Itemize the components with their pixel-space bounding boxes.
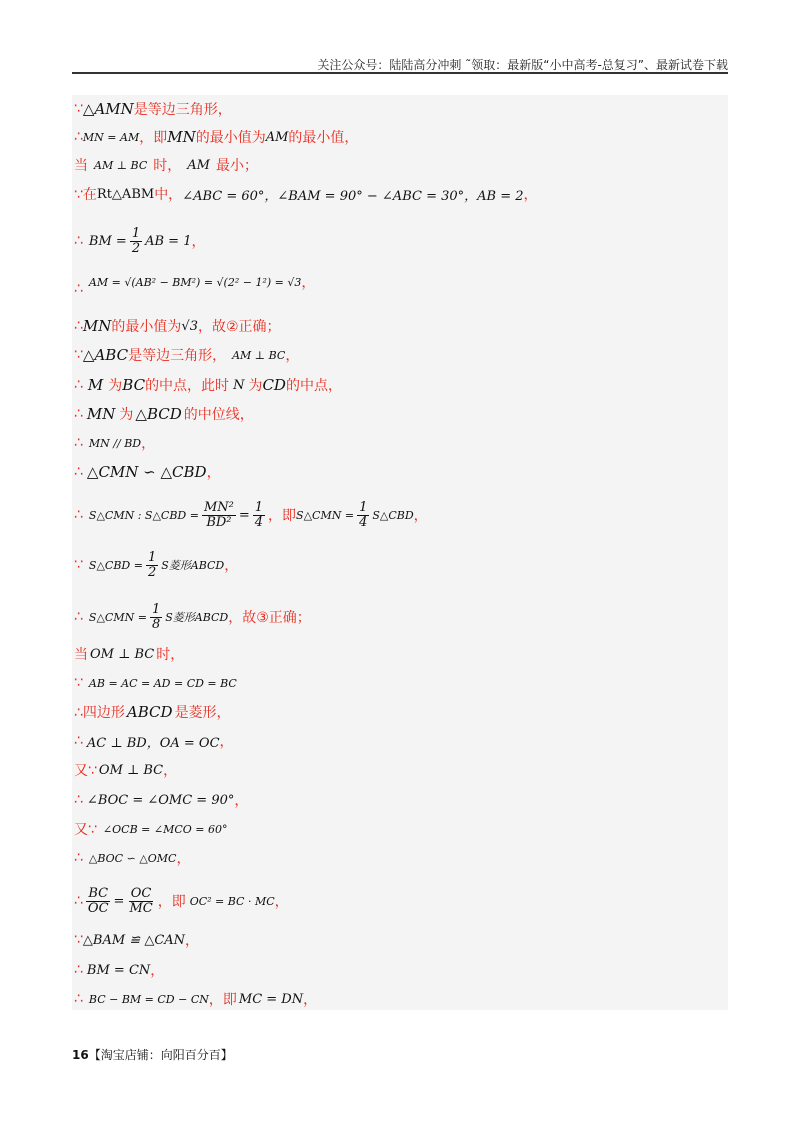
fraction: $\frac{\text{MN²}}{\text{BD²}}$ (203, 499, 234, 530)
solution-line: 又∵ ∠OCB = ∠MCO = 60° (74, 822, 228, 838)
solution-line: ∴ MN = AM ，即 MN 的最小值为 AM 的最小值， (74, 128, 359, 146)
solution-line: ∴ BC − BM = CD − CN ，即 MC = DN ， (74, 991, 318, 1008)
solution-line: ∴ M 为 BC 的中点，此时 N 为 CD 的中点， (74, 376, 342, 394)
page-header: 关注公众号：陆陆高分冲刺 ˜领取：最新版“小中高考-总复习”、最新试卷下载 (317, 58, 728, 72)
solution-line: 又∵ OM ⊥ BC ， (74, 762, 178, 779)
solution-line: ∴四边形 ABCD 是菱形， (74, 703, 231, 721)
page-number: 16 (72, 1048, 89, 1062)
solution-line: ∴ MN 为 △BCD 的中位线， (74, 405, 254, 423)
solution-line: 当 AM ⊥ BC 时， AM 最小； (74, 157, 258, 174)
solution-line: ∵在 Rt△ABM 中， ∠ABC = 60°，∠BAM = 90° − ∠ABC = 30°，AB = 2 ， (74, 186, 538, 204)
fraction: $\frac{1}{2}$ (131, 225, 141, 256)
solution-line: ∴ $\frac{BC}{OC}$ = $\frac{OC}{MC}$ ，即 OC² = BC · MC ， (74, 885, 289, 916)
page-footer (72, 1046, 233, 1063)
solution-line: ∴ BM = CN ， (74, 962, 165, 979)
fraction: $\frac{1}{2}$ (147, 549, 157, 580)
solution-line: 当 OM ⊥ BC 时， (74, 646, 185, 663)
fraction: $\frac{1}{4}$ (254, 499, 264, 530)
solution-line: ∴ △CMN ∽ △CBD ， (74, 463, 221, 481)
solution-line: ∵ △BAM ≌ △CAN ， (74, 932, 200, 949)
solution-line: ∵ S△CBD = $\frac{1}{2}$ S菱形ABCD ， (74, 549, 239, 580)
solution-line: ∴ S△CMN : S△CBD = $\frac{\text{MN²}}{\text{BD²}}$ = $\frac{1}{4}$ ，即 S△CMN = $\frac{1}{4}$ S△CBD ， (74, 499, 428, 530)
solution-line: ∴ AC ⊥ BD，OA = OC ， (74, 733, 234, 751)
header-divider (72, 72, 728, 74)
solution-line: ∵ △AMN 是等边三角形， (74, 100, 232, 118)
solution-body (72, 95, 728, 1010)
fraction: $\frac{1}{8}$ (151, 601, 161, 632)
solution-line: ∴ BM = $\frac{1}{2}$ AB = 1 ， (74, 225, 206, 256)
shop-label: 【淘宝店铺：向阳百分百】 (88, 1048, 233, 1062)
solution-line: ∴ AM = √(AB² − BM²) = √(2² − 1²) = √3 ， (74, 275, 316, 297)
solution-line: ∴ ∠BOC = ∠OMC = 90° ， (74, 792, 249, 809)
fraction: $\frac{1}{4}$ (359, 499, 368, 530)
solution-line: ∴ MN // BD ， (74, 435, 156, 452)
fraction: $\frac{OC}{MC}$ (129, 885, 153, 916)
solution-line: ∴ MN 的最小值为 √3 ，故②正确； (74, 317, 281, 335)
solution-line: ∵ AB = AC = AD = CD = BC (74, 675, 237, 691)
solution-line: ∴ S△CMN = $\frac{1}{8}$ S菱形ABCD ，故③正确； (74, 601, 311, 632)
fraction: $\frac{BC}{OC}$ (87, 885, 109, 916)
solution-line: ∴ △BOC ∽ △OMC ， (74, 850, 191, 867)
solution-line: ∵ △ABC 是等边三角形， AM ⊥ BC ， (74, 346, 300, 364)
